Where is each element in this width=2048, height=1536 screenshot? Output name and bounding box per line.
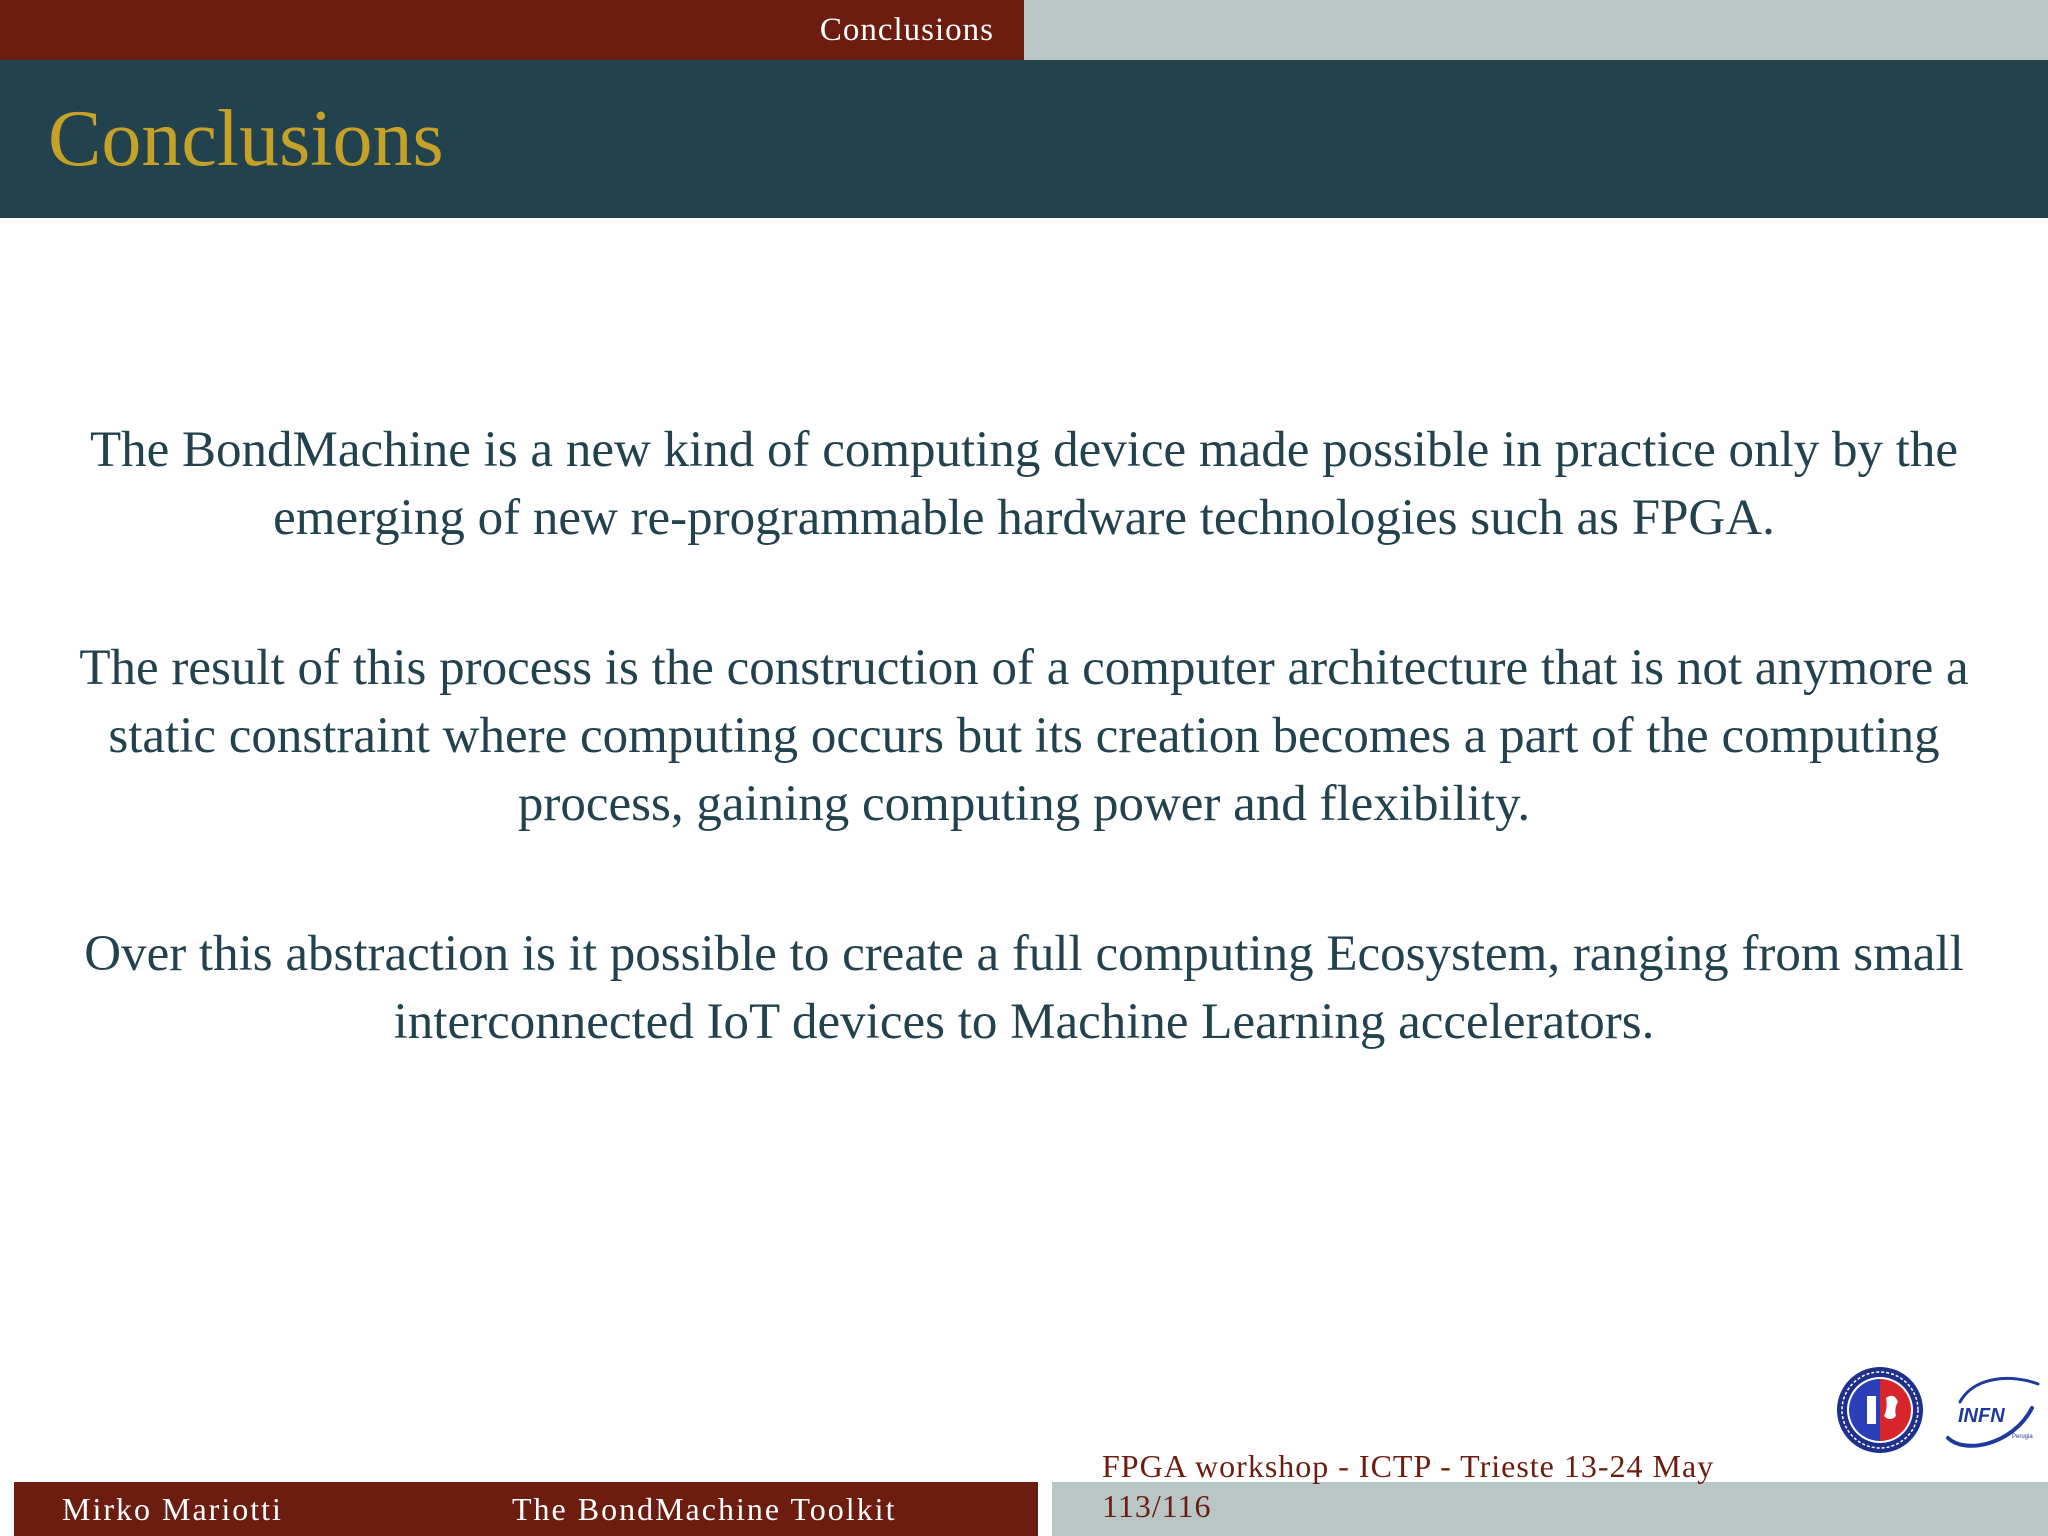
nav-section-conclusions[interactable]: Conclusions	[819, 11, 994, 48]
footer-bar	[14, 1482, 2048, 1536]
footer-event: FPGA workshop - ICTP - Trieste 13-24 May	[1102, 1448, 1715, 1484]
frame-title-bar	[0, 60, 2048, 218]
paragraph-bondmachine: The BondMachine is a new kind of computing device made possible in practice only by the emerging of new re-programmable hardware technologies such as FPGA.	[89, 422, 1959, 546]
footer-event-info	[1102, 1446, 1714, 1526]
navigation-section-area	[0, 0, 1024, 60]
slide-body	[60, 416, 1988, 1138]
frame-title: Conclusions	[48, 95, 444, 183]
infn-logo-subtext: Perugia	[2012, 1434, 2033, 1440]
paragraph-result: The result of this process is the construction of a computer architecture that is not anymore a static constraint where computing occurs but its creation becomes a part of the computing process, gaining computing power and flexibility.	[79, 640, 1969, 832]
footer-author: Mirko Mariotti	[62, 1490, 283, 1527]
footer-talk-title: The BondMachine Toolkit	[512, 1490, 897, 1527]
navigation-subsection-area	[1024, 0, 2048, 60]
university-seal-icon	[1837, 1367, 1923, 1453]
navigation-bar	[0, 0, 2048, 60]
footer-left	[14, 1482, 1038, 1536]
logos	[1836, 1362, 2042, 1458]
infn-logo-icon	[1948, 1378, 2038, 1445]
footer-gap	[1038, 1482, 1052, 1536]
infn-logo-text: INFN	[1958, 1405, 2005, 1427]
logo-graphics	[1836, 1362, 2042, 1458]
paragraph-ecosystem: Over this abstraction is it possible to create a full computing Ecosystem, ranging from small interconnected IoT devices to Machine Learning accelerators.	[84, 926, 1964, 1050]
page-number: 113/116	[1102, 1488, 1212, 1524]
